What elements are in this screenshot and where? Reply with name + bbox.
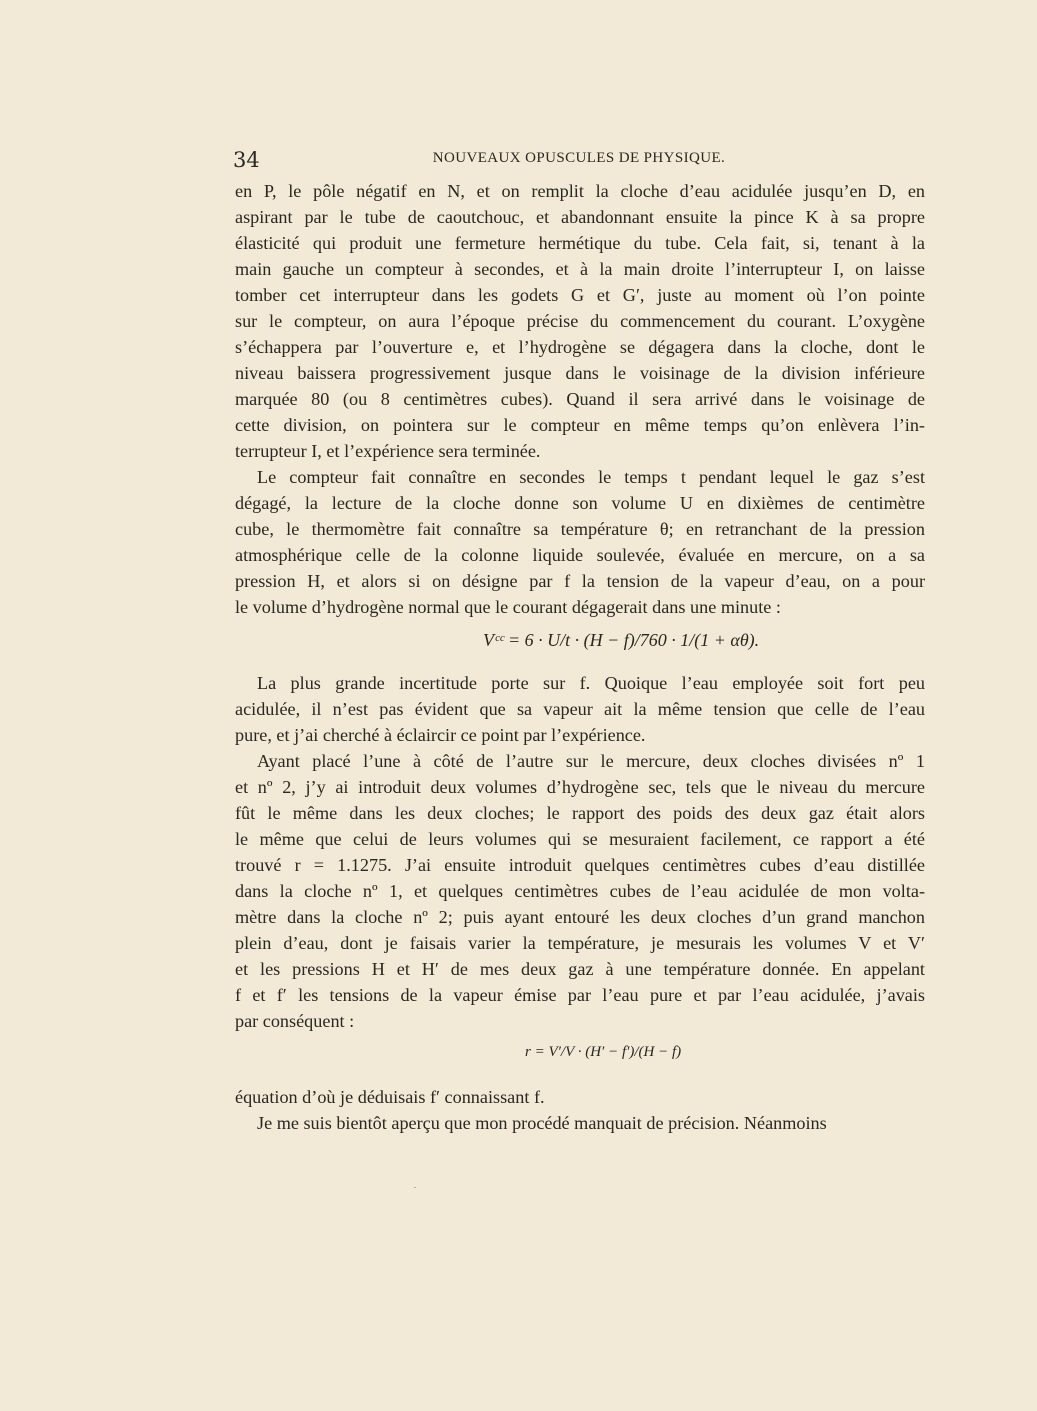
text-line: cette division, on pointera sur le compteur en même temps qu’on enlèvera l’in- xyxy=(235,415,925,435)
text-line: le volume d’hydrogène normal que le courant dégagerait dans une minute : xyxy=(235,597,781,617)
text-line: f et f′ les tensions de la vapeur émise par l’eau pure et par l’eau acidulée, j’avais xyxy=(235,985,925,1005)
text-line: plein d’eau, dont je faisais varier la température, je mesurais les volumes V et V′ xyxy=(235,933,925,953)
print-speck xyxy=(414,1187,416,1188)
body-text xyxy=(235,178,925,1136)
paragraph-3 xyxy=(235,670,925,748)
page-number: 34 xyxy=(233,148,260,172)
text-line: cube, le thermomètre fait connaître sa température θ; en retranchant de la pression xyxy=(235,519,925,539)
text-line: pure, et j’ai cherché à éclaircir ce point par l’expérience. xyxy=(235,725,646,745)
text-line: dégagé, la lecture de la cloche donne son volume U en dixièmes de centimètre xyxy=(235,493,925,513)
text-line: par conséquent : xyxy=(235,1011,355,1031)
text-line: marquée 80 (ou 8 centimètres cubes). Quand il sera arrivé dans le voisinage de xyxy=(235,389,925,409)
text-line: La plus grande incertitude porte sur f. Quoique l’eau employée soit fort peu xyxy=(257,673,925,693)
paragraph-1 xyxy=(235,178,925,464)
text-line: Ayant placé l’une à côté de l’autre sur le mercure, deux cloches divisées nº 1 xyxy=(257,751,925,771)
equation-ratio xyxy=(235,1034,925,1084)
text-line: en P, le pôle négatif en N, et on remplit la cloche d’eau acidulée jusqu’en D, en xyxy=(235,181,925,201)
page-header xyxy=(233,148,925,172)
text-line: et les pressions H et H′ de mes deux gaz à une température donnée. En appelant xyxy=(235,959,925,979)
text-line: atmosphérique celle de la colonne liquide soulevée, évaluée en mercure, on a sa xyxy=(235,545,925,565)
text-line: Je me suis bientôt aperçu que mon procédé manquait de précision. Néanmoins xyxy=(257,1113,827,1133)
paragraph-5 xyxy=(235,1084,925,1136)
running-title: NOUVEAUX OPUSCULES DE PHYSIQUE. xyxy=(432,150,726,166)
text-line: trouvé r = 1.1275. J’ai ensuite introduit quelques centimètres cubes d’eau distillée xyxy=(235,855,925,875)
text-line: Le compteur fait connaître en secondes le temps t pendant lequel le gaz s’est xyxy=(257,467,925,487)
equation-text: r = V′/V · (H′ − f′)/(H − f) xyxy=(525,1044,682,1060)
text-line: aspirant par le tube de caoutchouc, et abandonnant ensuite la pince K à sa propre xyxy=(235,207,925,227)
text-line: fût le même dans les deux cloches; le rapport des poids des deux gaz était alors xyxy=(235,803,925,823)
equation-hydrogen-volume xyxy=(235,620,925,670)
text-line: main gauche un compteur à secondes, et à la main droite l’interrupteur I, on laisse xyxy=(235,259,925,279)
text-line: niveau baissera progressivement jusque dans le voisinage de la division inférieure xyxy=(235,363,925,383)
text-line: terrupteur I, et l’expérience sera terminée. xyxy=(235,441,541,461)
text-line: sur le compteur, on aura l’époque précise du commencement du courant. L’oxygène xyxy=(235,311,925,331)
text-line: pression H, et alors si on désigne par f la tension de la vapeur d’eau, on a pour xyxy=(235,571,925,591)
paragraph-4 xyxy=(235,748,925,1034)
text-line: s’échappera par l’ouverture e, et l’hydrogène se dégagera dans la cloche, dont le xyxy=(235,337,925,357)
text-line: acidulée, il n’est pas évident que sa vapeur ait la même tension que celle de l’eau xyxy=(235,699,925,719)
text-line: mètre dans la cloche nº 2; puis ayant entouré les deux cloches d’un grand manchon xyxy=(235,907,925,927)
text-line: et nº 2, j’y ai introduit deux volumes d’hydrogène sec, tels que le niveau du mercure xyxy=(235,777,925,797)
text-line: tomber cet interrupteur dans les godets G et G′, juste au moment où l’on pointe xyxy=(235,285,925,305)
paragraph-2 xyxy=(235,464,925,620)
text-line: le même que celui de leurs volumes qui se mesuraient facilement, ce rapport a été xyxy=(235,829,925,849)
text-line: équation d’où je déduisais f′ connaissant f. xyxy=(235,1087,545,1107)
text-line: élasticité qui produit une fermeture hermétique du tube. Cela fait, si, tenant à la xyxy=(235,233,925,253)
equation-text: Vᶜᶜ = 6 · U/t · (H − f)/760 · 1/(1 + αθ). xyxy=(483,630,760,650)
text-line: dans la cloche nº 1, et quelques centimètres cubes de l’eau acidulée de mon volta- xyxy=(235,881,925,901)
